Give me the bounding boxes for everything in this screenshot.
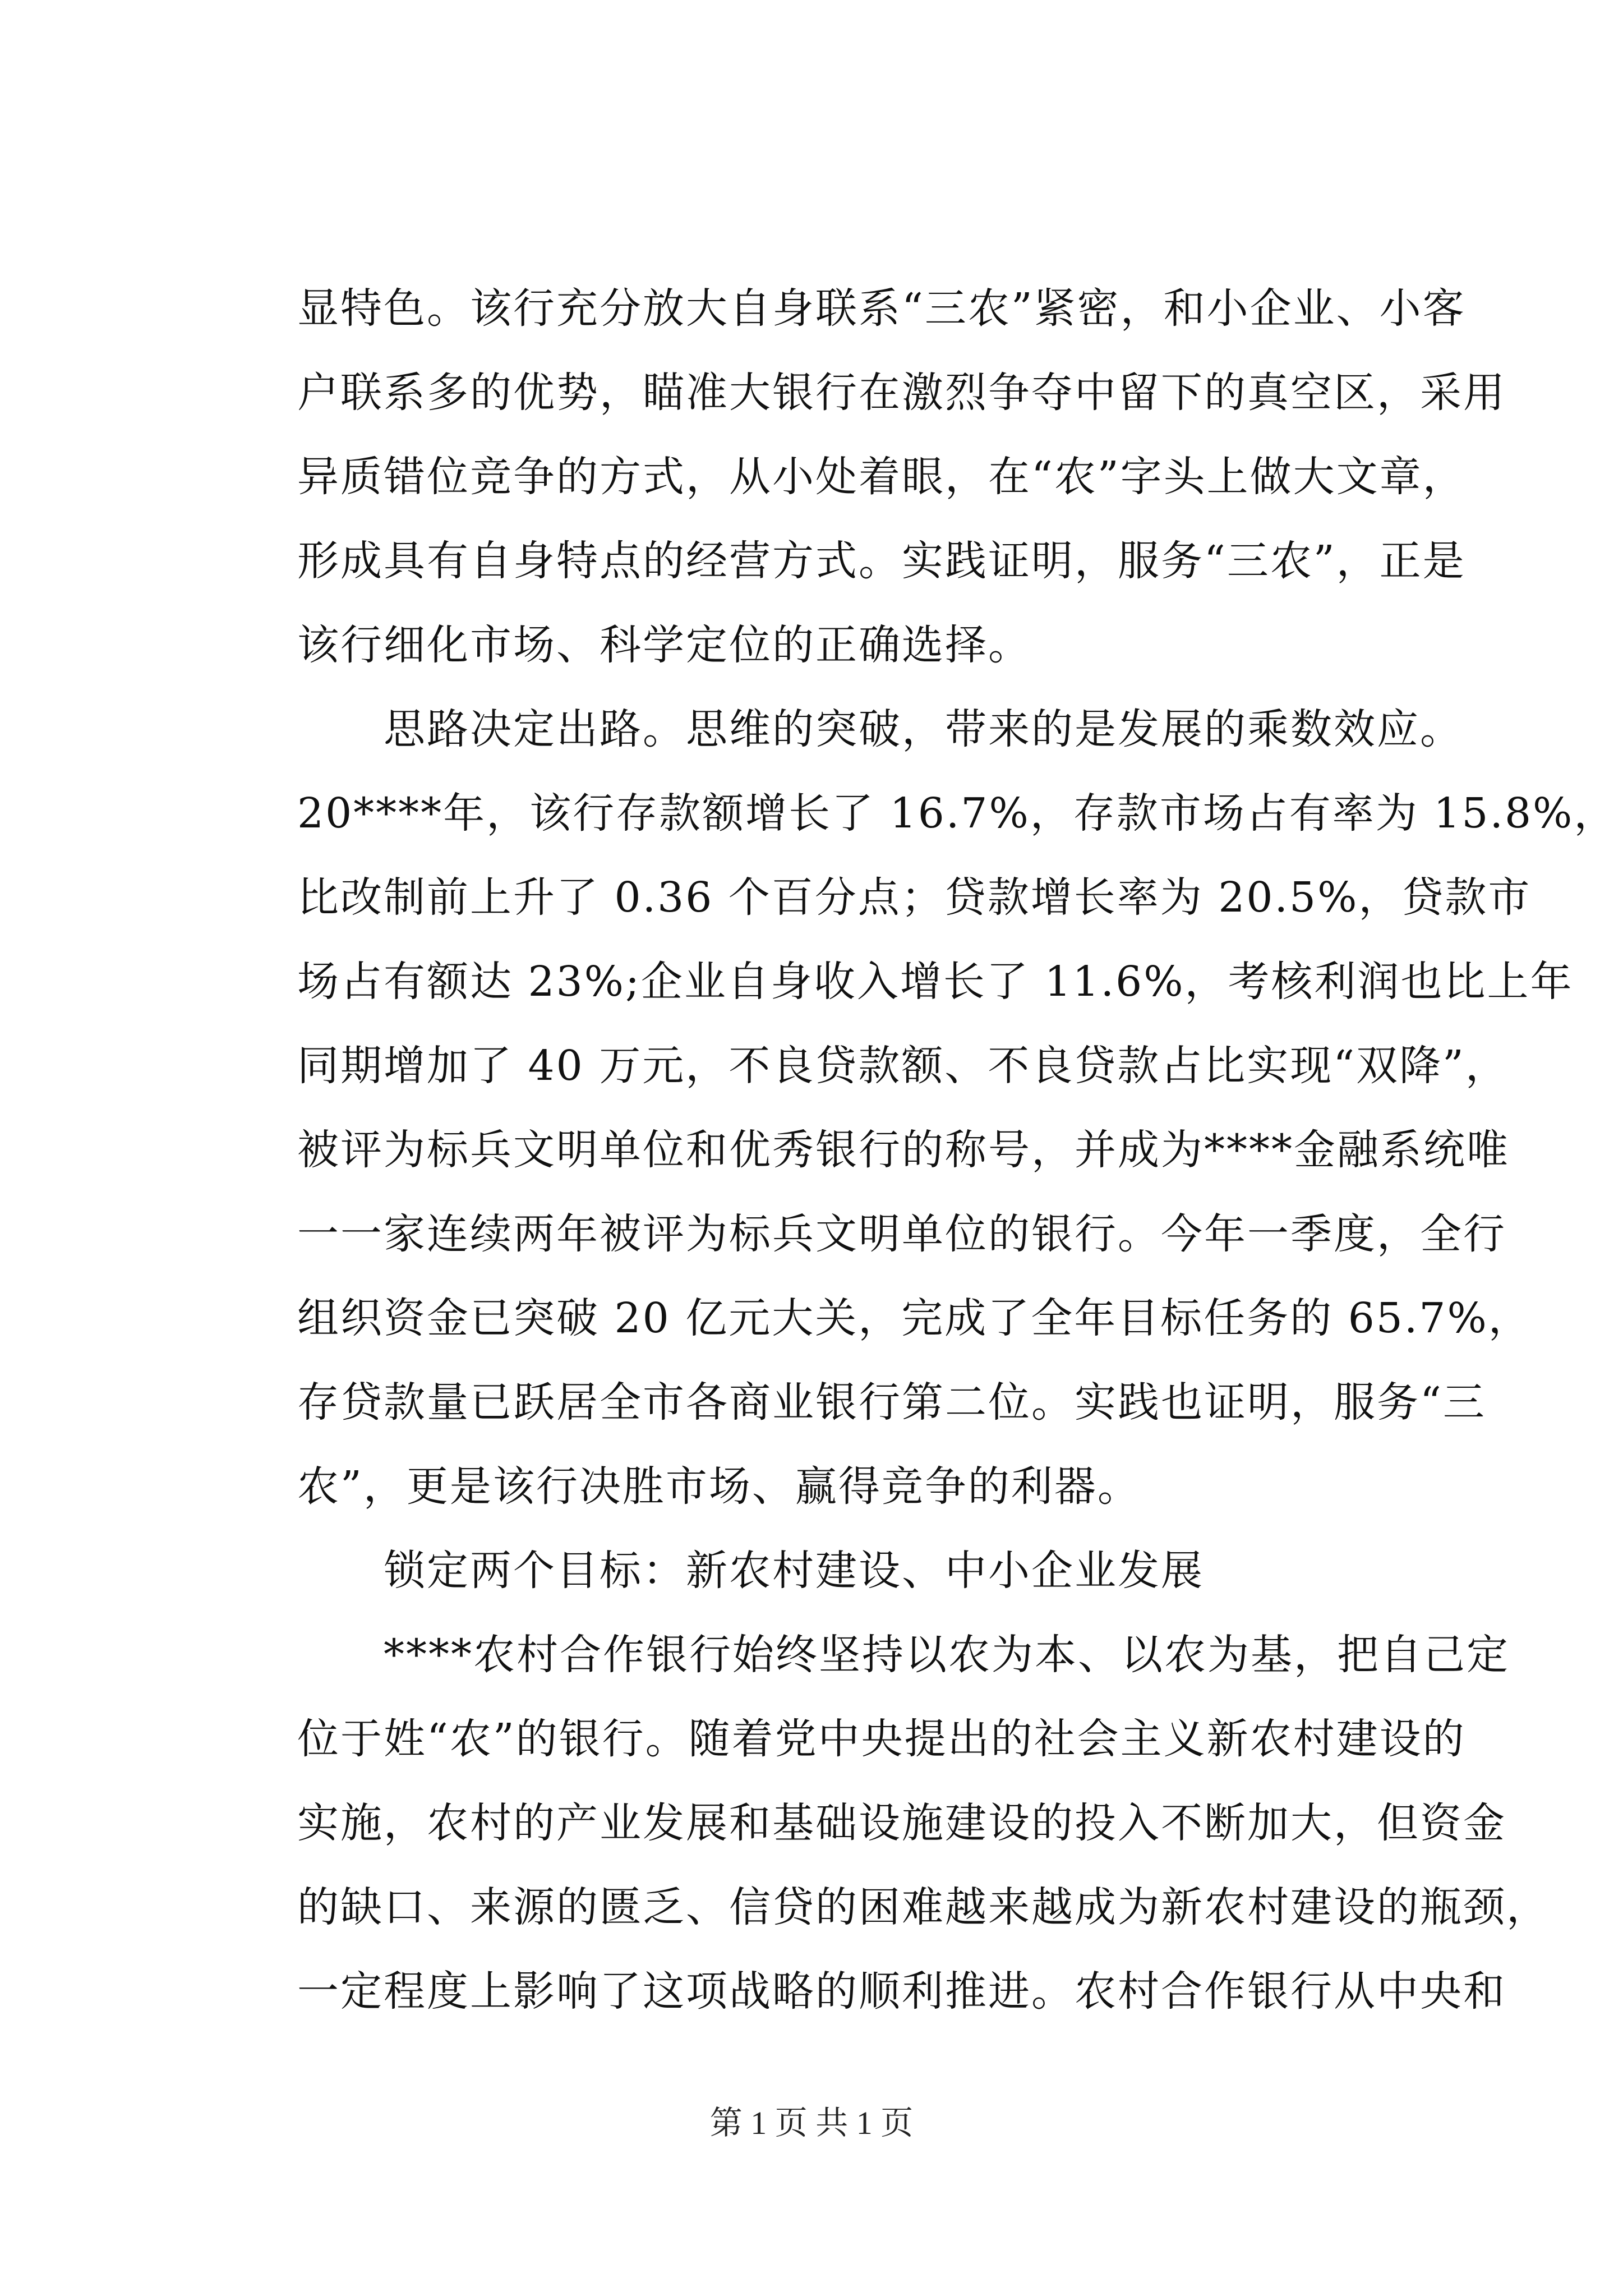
text-line: 位于姓“农”的银行。随着党中央提出的社会主义新农村建设的 xyxy=(297,1715,1466,1763)
text-line: 思路决定出路。思维的突破，带来的是发展的乘数效应。 xyxy=(297,705,1463,753)
text-line: ****农村合作银行始终坚持以农为本、以农为基，把自己定 xyxy=(297,1631,1510,1679)
text-line: 被评为标兵文明单位和优秀银行的称号，并成为****金融系统唯 xyxy=(297,1126,1510,1174)
text-line: 同期增加了 40 万元，不良贷款额、不良贷款占比实现“双降”， xyxy=(297,1042,1509,1090)
text-line: 20****年，该行存款额增长了 16.7%，存款市场占有率为 15.8%， xyxy=(297,789,1617,838)
text-line: 该行细化市场、科学定位的正确选择。 xyxy=(297,621,1031,669)
text-line: 场占有额达 23%;企业自身收入增长了 11.6%，考核利润也比上年 xyxy=(297,958,1574,1006)
text-line: 一一家连续两年被评为标兵文明单位的银行。今年一季度，全行 xyxy=(297,1210,1506,1258)
text-line: 形成具有自身特点的经营方式。实践证明，服务“三农”，正是 xyxy=(297,537,1466,585)
text-line: 显特色。该行充分放大自身联系“三农”紧密，和小企业、小客 xyxy=(297,284,1466,333)
page-number-footer: 第 1 页 共 1 页 xyxy=(709,2105,914,2141)
text-line: 农”，更是该行决胜市场、赢得竞争的利器。 xyxy=(297,1462,1141,1511)
section-heading: 锁定两个目标：新农村建设、中小企业发展 xyxy=(297,1547,1204,1595)
text-line: 户联系多的优势，瞄准大银行在激烈争夺中留下的真空区，采用 xyxy=(297,369,1506,417)
text-line: 的缺口、来源的匮乏、信贷的困难越来越成为新农村建设的瓶颈， xyxy=(297,1883,1550,1931)
text-line: 组织资金已突破 20 亿元大关，完成了全年目标任务的 65.7%， xyxy=(297,1294,1532,1342)
text-line: 存贷款量已跃居全市各商业银行第二位。实践也证明，服务“三 xyxy=(297,1378,1486,1427)
text-line: 异质错位竞争的方式，从小处着眼，在“农”字头上做大文章， xyxy=(297,453,1466,501)
text-line: 实施，农村的产业发展和基础设施建设的投入不断加大，但资金 xyxy=(297,1799,1506,1847)
text-line: 比改制前上升了 0.36 个百分点；贷款增长率为 20.5%，贷款市 xyxy=(297,873,1532,922)
text-line: 一定程度上影响了这项战略的顺利推进。农村合作银行从中央和 xyxy=(297,1967,1506,2016)
